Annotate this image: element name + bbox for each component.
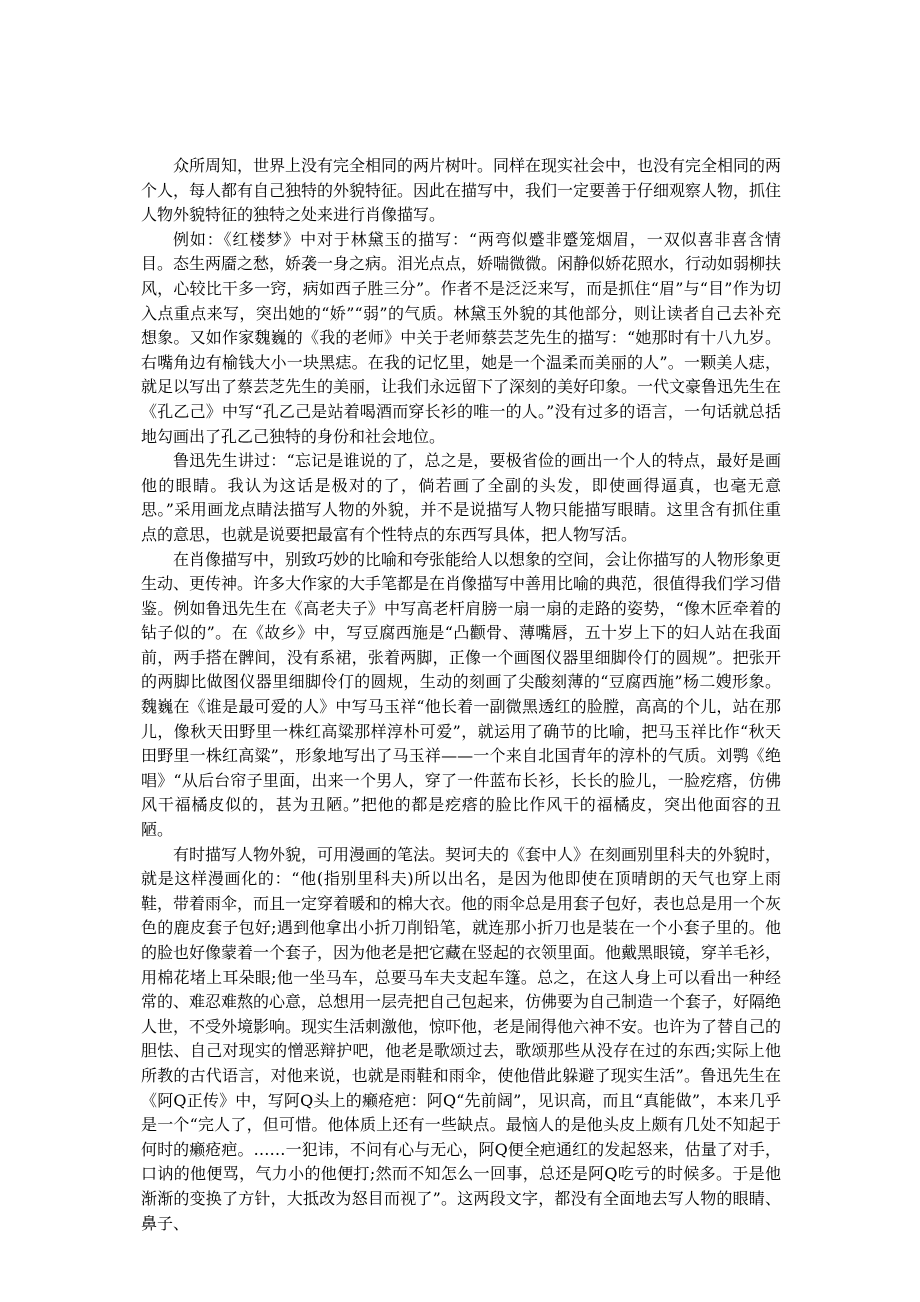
paragraph-5: 有时描写人物外貌，可用漫画的笔法。契诃夫的《套中人》在刻画别里科夫的外貌时，就是这样漫画化的：“他(指别里科夫)所以出名，是因为他即使在顶晴朗的天气也穿上雨鞋，带着雨伞，而且一定穿着暖和的棉大衣。他的雨伞总是用套子包好，表也总是用一个灰色的鹿皮套子包好;遇到他拿出小折刀削铅笔，就连那小折刀也是装在一个小套子里的。他的脸也好像蒙着一个套子，因为他老是把它藏在竖起的衣领里面。他戴黑眼镜，穿羊毛衫，用棉花堵上耳朵眼;他一坐马车，总要马车夫支起车篷。总之，在这人身上可以看出一种经常的、难忍难熬的心意，总想用一层壳把自己包起来，仿佛要为自己制造一个套子，好隔绝人世，不受外境影响。现实生活刺激他，惊吓他，老是闹得他六神不安。也许为了替自己的胆怯、自己对现实的憎恶辩护吧，他老是歌颂过去，歌颂那些从没存在过的东西;实际上他所教的古代语言，对他来说，也就是雨鞋和雨伞，使他借此躲避了现实生活”。鲁迅先生在《阿Q正传》中，写阿Q头上的癞疮疤：阿Q“先前阔”，见识高，而且“真能做”，本来几乎是一个“完人了，但可惜。他体质上还有一些缺点。最恼人的是他头皮上颇有几处不知起于何时的癞疮疤。……一犯讳，不问有心与无心，阿Q便全疤通红的发起怒来，估量了对手，口讷的他便骂，气力小的他便打;然而不知怎么一回事，总还是阿Q吃亏的时候多。于是他渐渐的变换了方针，大抵改为怒目而视了”。这两段文字，都没有全面地去写人物的眼睛、鼻子、: [141, 844, 782, 1233]
paragraph-4: 在肖像描写中，别致巧妙的比喻和夸张能给人以想象的空间，会让你描写的人物形象更生动、更传神。许多大作家的大手笔都是在肖像描写中善用比喻的典范，很值得我们学习借鉴。例如鲁迅先生在《高老夫子》中写高老杆肩膀一扇一扇的走路的姿势，“像木匠牵着的钻子似的”。在《故乡》中，写豆腐西施是“凸颧骨、薄嘴唇，五十岁上下的妇人站在我面前，两手搭在髀间，没有系裙，张着两脚，正像一个画图仪器里细脚伶仃的圆规”。把张开的两脚比做图仪器里细脚伶仃的圆规，生动的刻画了尖酸刻薄的“豆腐西施”杨二嫂形象。魏巍在《谁是最可爱的人》中写马玉祥“他长着一副微黑透红的脸膛，高高的个儿，站在那儿，像秋天田野里一株红高粱那样淳朴可爱”，就运用了确节的比喻，把马玉祥比作“秋天田野里一株红高粱”，形象地写出了马玉祥——一个来自北国青年的淳朴的气质。刘鹗《绝唱》“从后台帘子里面，出来一个男人，穿了一件蓝布长衫，长长的脸儿，一脸疙瘩，仿佛风干福橘皮似的，甚为丑陋。”把他的都是疙瘩的脸比作风干的福橘皮，突出他面容的丑陋。: [141, 549, 782, 840]
paragraph-3: 鲁迅先生讲过：“忘记是谁说的了，总之是，要极省俭的画出一个人的特点，最好是画他的眼睛。我认为这话是极对的了，倘若画了全副的头发，即使画得逼真，也毫无意思。”采用画龙点睛法描写人物的外貌，并不是说描写人物只能描写眼睛。这里含有抓住重点的意思，也就是说要把最富有个性特点的东西写具体，把人物写活。: [141, 451, 781, 544]
document-body: [141, 154, 781, 1236]
paragraph-2: 例如：《红楼梦》中对于林黛玉的描写：“两弯似蹙非蹙笼烟眉，一双似喜非喜含情目。态生两靥之愁，娇袭一身之病。泪光点点，娇喘微微。闲静似娇花照水，行动如弱柳扶风，心较比干多一窍，病如西子胜三分”。作者不是泛泛来写，而是抓住“眉”与“目”作为切入点重点来写，突出她的“娇”“弱”的气质。林黛玉外貌的其他部分，则让读者自己去补充想象。又如作家魏巍的《我的老师》中关于老师蔡芸芝先生的描写：“她那时有十八九岁。右嘴角边有榆钱大小一块黑痣。在我的记忆里，她是一个温柔而美丽的人”。一颗美人痣，就足以写出了蔡芸芝先生的美丽，让我们永远留下了深刻的美好印象。一代文豪鲁迅先生在《孔乙己》中写“孔乙己是站着喝酒而穿长衫的唯一的人。”没有过多的语言，一句话就总括地勾画出了孔乙己独特的身份和社会地位。: [141, 229, 782, 446]
paragraph-1: 众所周知，世界上没有完全相同的两片树叶。同样在现实社会中，也没有完全相同的两个人，每人都有自己独特的外貌特征。因此在描写中，我们一定要善于仔细观察人物，抓住人物外貌特征的独特之处来进行肖像描写。: [141, 156, 782, 225]
